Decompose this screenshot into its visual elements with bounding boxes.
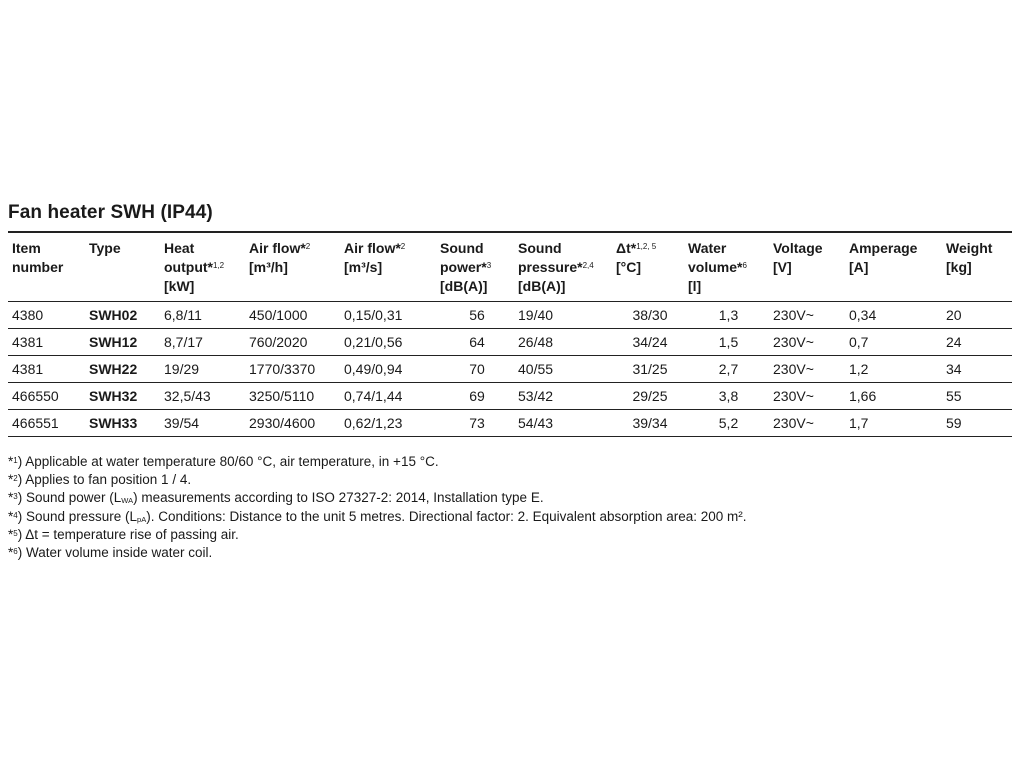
column-unit: [V]	[773, 259, 792, 275]
table-cell: 230V~	[769, 356, 845, 383]
table-cell: 6,8/11	[160, 302, 245, 329]
table-cell: SWH12	[85, 329, 160, 356]
column-header	[514, 232, 612, 302]
footnote-text: ) Sound pressure (L	[17, 508, 138, 524]
column-header-label: Δt*	[616, 240, 637, 256]
footnote	[8, 526, 747, 544]
table-cell: 53/42	[514, 383, 612, 410]
table-cell: 34/24	[612, 329, 684, 356]
footnote-text: ) Applies to fan position 1 / 4.	[17, 472, 192, 488]
column-unit: [m³/h]	[249, 259, 288, 275]
column-unit: [dB(A)]	[518, 278, 566, 294]
table-cell: 230V~	[769, 383, 845, 410]
footnote-text: ) Water volume inside water coil.	[17, 545, 213, 561]
column-unit: [m³/s]	[344, 259, 383, 275]
footnote-text: ). Conditions: Distance to the unit 5 metres. Directional factor: 2. Equivalent absorption area: 200 m².	[146, 508, 747, 524]
table-cell: 450/1000	[245, 302, 340, 329]
table-cell: 1,3	[684, 302, 769, 329]
table-cell: 69	[436, 383, 514, 410]
column-header-label: Water volume*	[688, 240, 743, 275]
footnote-number: 4	[13, 510, 18, 520]
column-header-label: Weight	[946, 240, 993, 256]
table-cell: 0,34	[845, 302, 942, 329]
table-row	[8, 302, 1012, 329]
footnote-mark: *	[8, 508, 14, 524]
column-header	[245, 232, 340, 302]
table-cell: 38/30	[612, 302, 684, 329]
footnote-subscript: pA	[137, 514, 147, 524]
table-cell: 1770/3370	[245, 356, 340, 383]
table-cell: SWH22	[85, 356, 160, 383]
table-cell: 34	[942, 356, 1012, 383]
column-header-label: Air flow*	[249, 240, 306, 256]
footnote-text: ) measurements according to ISO 27327-2: 2014, Installation type E.	[133, 490, 544, 506]
table-cell: 3,8	[684, 383, 769, 410]
table-cell: 5,2	[684, 410, 769, 437]
footnote-text: ) Applicable at water temperature 80/60 °C, air temperature, in +15 °C.	[17, 454, 439, 469]
table-cell: 3250/5110	[245, 383, 340, 410]
footnote-ref: 2,4	[582, 261, 594, 270]
table-cell: 0,15/0,31	[340, 302, 436, 329]
table-cell: 2,7	[684, 356, 769, 383]
footnote	[8, 489, 747, 507]
footnotes	[8, 453, 747, 562]
table-cell: 0,49/0,94	[340, 356, 436, 383]
table-cell: 4380	[8, 302, 85, 329]
column-header	[436, 232, 514, 302]
table-cell: 56	[436, 302, 514, 329]
table-cell: 20	[942, 302, 1012, 329]
column-unit: [kW]	[164, 278, 195, 294]
table-cell: 8,7/17	[160, 329, 245, 356]
table-cell: 2930/4600	[245, 410, 340, 437]
footnote-mark: *	[8, 490, 14, 506]
table-cell: SWH32	[85, 383, 160, 410]
page-title: Fan heater SWH (IP44)	[8, 202, 213, 223]
table-cell: 1,5	[684, 329, 769, 356]
table-cell: 230V~	[769, 302, 845, 329]
table-cell: 24	[942, 329, 1012, 356]
column-header-label: Type	[89, 240, 121, 256]
table-cell: 466550	[8, 383, 85, 410]
table-cell: 19/29	[160, 356, 245, 383]
table-cell: SWH33	[85, 410, 160, 437]
footnote-mark: *	[8, 545, 14, 561]
table-cell: 0,62/1,23	[340, 410, 436, 437]
footnote-ref: 2	[305, 242, 311, 251]
footnote-subscript: WA	[121, 496, 134, 506]
table-cell: 4381	[8, 356, 85, 383]
table-row	[8, 329, 1012, 356]
column-unit: [dB(A)]	[440, 278, 488, 294]
table-cell: 31/25	[612, 356, 684, 383]
footnote	[8, 471, 747, 489]
footnote-text: ) Sound power (L	[17, 490, 122, 506]
table-cell: 230V~	[769, 329, 845, 356]
column-header-label: Air flow*	[344, 240, 401, 256]
column-unit: [kg]	[946, 259, 972, 275]
column-unit: [°C]	[616, 259, 642, 275]
column-header-label: Voltage	[773, 240, 823, 256]
column-header	[684, 232, 769, 302]
table-cell: 1,7	[845, 410, 942, 437]
table-cell: 70	[436, 356, 514, 383]
table-cell: 4381	[8, 329, 85, 356]
table-cell: 26/48	[514, 329, 612, 356]
column-header	[160, 232, 245, 302]
table-cell: 39/54	[160, 410, 245, 437]
table-cell: 466551	[8, 410, 85, 437]
footnote	[8, 508, 747, 526]
table-cell: 39/34	[612, 410, 684, 437]
table-cell: 1,66	[845, 383, 942, 410]
footnote-ref: 1,2, 5	[636, 242, 657, 251]
table-row	[8, 383, 1012, 410]
table-cell: 54/43	[514, 410, 612, 437]
column-header-label: Sound power*	[440, 240, 487, 275]
column-header-label: Amperage	[849, 240, 918, 256]
column-header-label: Heat output*	[164, 240, 213, 275]
footnote-number: 5	[13, 528, 18, 538]
column-header	[85, 232, 160, 302]
footnote-ref: 1,2	[212, 261, 225, 270]
footnote-ref: 3	[486, 261, 492, 270]
table-cell: 32,5/43	[160, 383, 245, 410]
table-header-row	[8, 232, 1012, 302]
table-cell: SWH02	[85, 302, 160, 329]
table-row	[8, 410, 1012, 437]
column-header	[8, 232, 85, 302]
footnote-number: 6	[13, 547, 18, 557]
column-header	[942, 232, 1012, 302]
table-cell: 64	[436, 329, 514, 356]
table-row	[8, 356, 1012, 383]
column-unit: [A]	[849, 259, 869, 275]
footnote-text: ) Δt = temperature rise of passing air.	[17, 526, 239, 542]
table-cell: 0,21/0,56	[340, 329, 436, 356]
table-body	[8, 302, 1012, 437]
table-cell: 0,74/1,44	[340, 383, 436, 410]
footnote	[8, 544, 747, 562]
footnote-number: 3	[13, 492, 18, 502]
footnote-number: 2	[13, 474, 18, 484]
column-header	[340, 232, 436, 302]
table-cell: 1,2	[845, 356, 942, 383]
footnote-ref: 6	[742, 261, 747, 270]
footnote-mark: *	[8, 526, 14, 542]
footnote-number: 1	[13, 456, 18, 465]
table-cell: 760/2020	[245, 329, 340, 356]
table-cell: 40/55	[514, 356, 612, 383]
table-cell: 73	[436, 410, 514, 437]
column-header-label: Item number	[12, 240, 64, 275]
spec-table	[8, 231, 1012, 437]
table-cell: 29/25	[612, 383, 684, 410]
footnote-mark: *	[8, 454, 14, 469]
column-header	[769, 232, 845, 302]
footnote	[8, 453, 747, 471]
table-cell: 59	[942, 410, 1012, 437]
table-cell: 55	[942, 383, 1012, 410]
table-cell: 0,7	[845, 329, 942, 356]
column-header-label: Sound pressure*	[518, 240, 583, 275]
column-header	[612, 232, 684, 302]
table-cell: 230V~	[769, 410, 845, 437]
column-unit: [l]	[688, 278, 702, 294]
footnote-ref: 2	[400, 242, 406, 251]
footnote-mark: *	[8, 472, 14, 488]
column-header	[845, 232, 942, 302]
table-cell: 19/40	[514, 302, 612, 329]
